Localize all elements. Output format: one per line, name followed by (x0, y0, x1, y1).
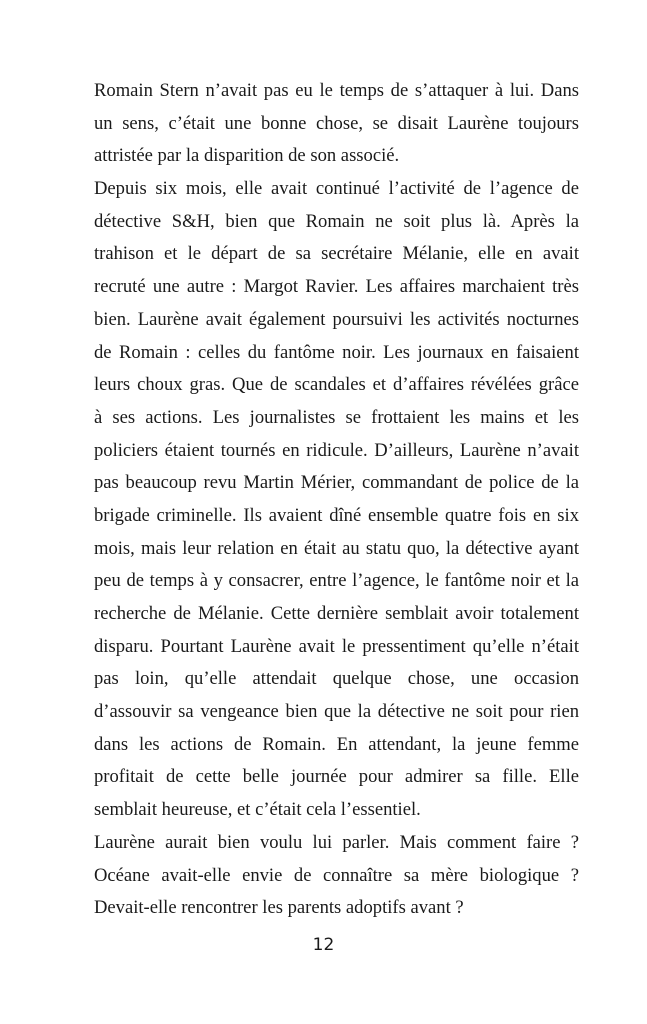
text-line: recherche de Mélanie. Cette dernière semblait avoir totalement (94, 603, 579, 624)
text-line: trahison et le départ de sa secrétaire Mélanie, elle en avait (94, 243, 579, 265)
page-number: 12 (312, 935, 335, 955)
text-line: semblait heureuse, et c’était cela l’essentiel. (94, 799, 421, 821)
text-line: Océane avait-elle envie de connaître sa mère biologique ? (94, 864, 579, 886)
text-line: un sens, c’était une bonne chose, se disait Laurène toujours (94, 112, 579, 134)
text-line: profitait de cette belle journée pour admirer sa fille. Elle (94, 766, 579, 788)
text-line: recruté une autre : Margot Ravier. Les affaires marchaient très (94, 276, 579, 298)
text-line: brigade criminelle. Ils avaient dîné ensemble quatre fois en six (94, 504, 579, 526)
text-line: disparu. Pourtant Laurène avait le pressentiment qu’elle n’était (94, 635, 579, 657)
text-line: de Romain : celles du fantôme noir. Les journaux en faisaient (94, 341, 579, 363)
text-line: policiers étaient tournés en ridicule. D’ailleurs, Laurène n’avait (94, 439, 579, 461)
text-line: peu de temps à y consacrer, entre l’agence, le fantôme noir et la (94, 570, 579, 592)
text-line: mois, mais leur relation en était au statu quo, la détective ayant (94, 537, 579, 559)
text-line: à ses actions. Les journalistes se frottaient les mains et les (94, 406, 579, 428)
body-text (94, 75, 579, 925)
text-line: Depuis six mois, elle avait continué l’activité de l’agence de (94, 178, 579, 200)
text-line: détective S&H, bien que Romain ne soit plus là. Après la (94, 210, 579, 232)
text-line: bien. Laurène avait également poursuivi les activités nocturnes (94, 308, 579, 330)
text-line: dans les actions de Romain. En attendant, la jeune femme (94, 733, 579, 755)
text-line: pas loin, qu’elle attendait quelque chose, une occasion (94, 668, 579, 690)
text-line: Romain Stern n’avait pas eu le temps de s’attaquer à lui. Dans (94, 80, 579, 101)
text-line: pas beaucoup revu Martin Mérier, commandant de police de la (94, 472, 579, 494)
text-line: leurs choux gras. Que de scandales et d’affaires révélées grâce (94, 374, 579, 396)
text-line: Devait-elle rencontrer les parents adoptifs avant ? (94, 897, 464, 919)
text-line: d’assouvir sa vengeance bien que la détective ne soit pour rien (94, 701, 579, 723)
text-line: attristée par la disparition de son associé. (94, 145, 400, 167)
text-line: Laurène aurait bien voulu lui parler. Mais comment faire ? (94, 831, 579, 853)
